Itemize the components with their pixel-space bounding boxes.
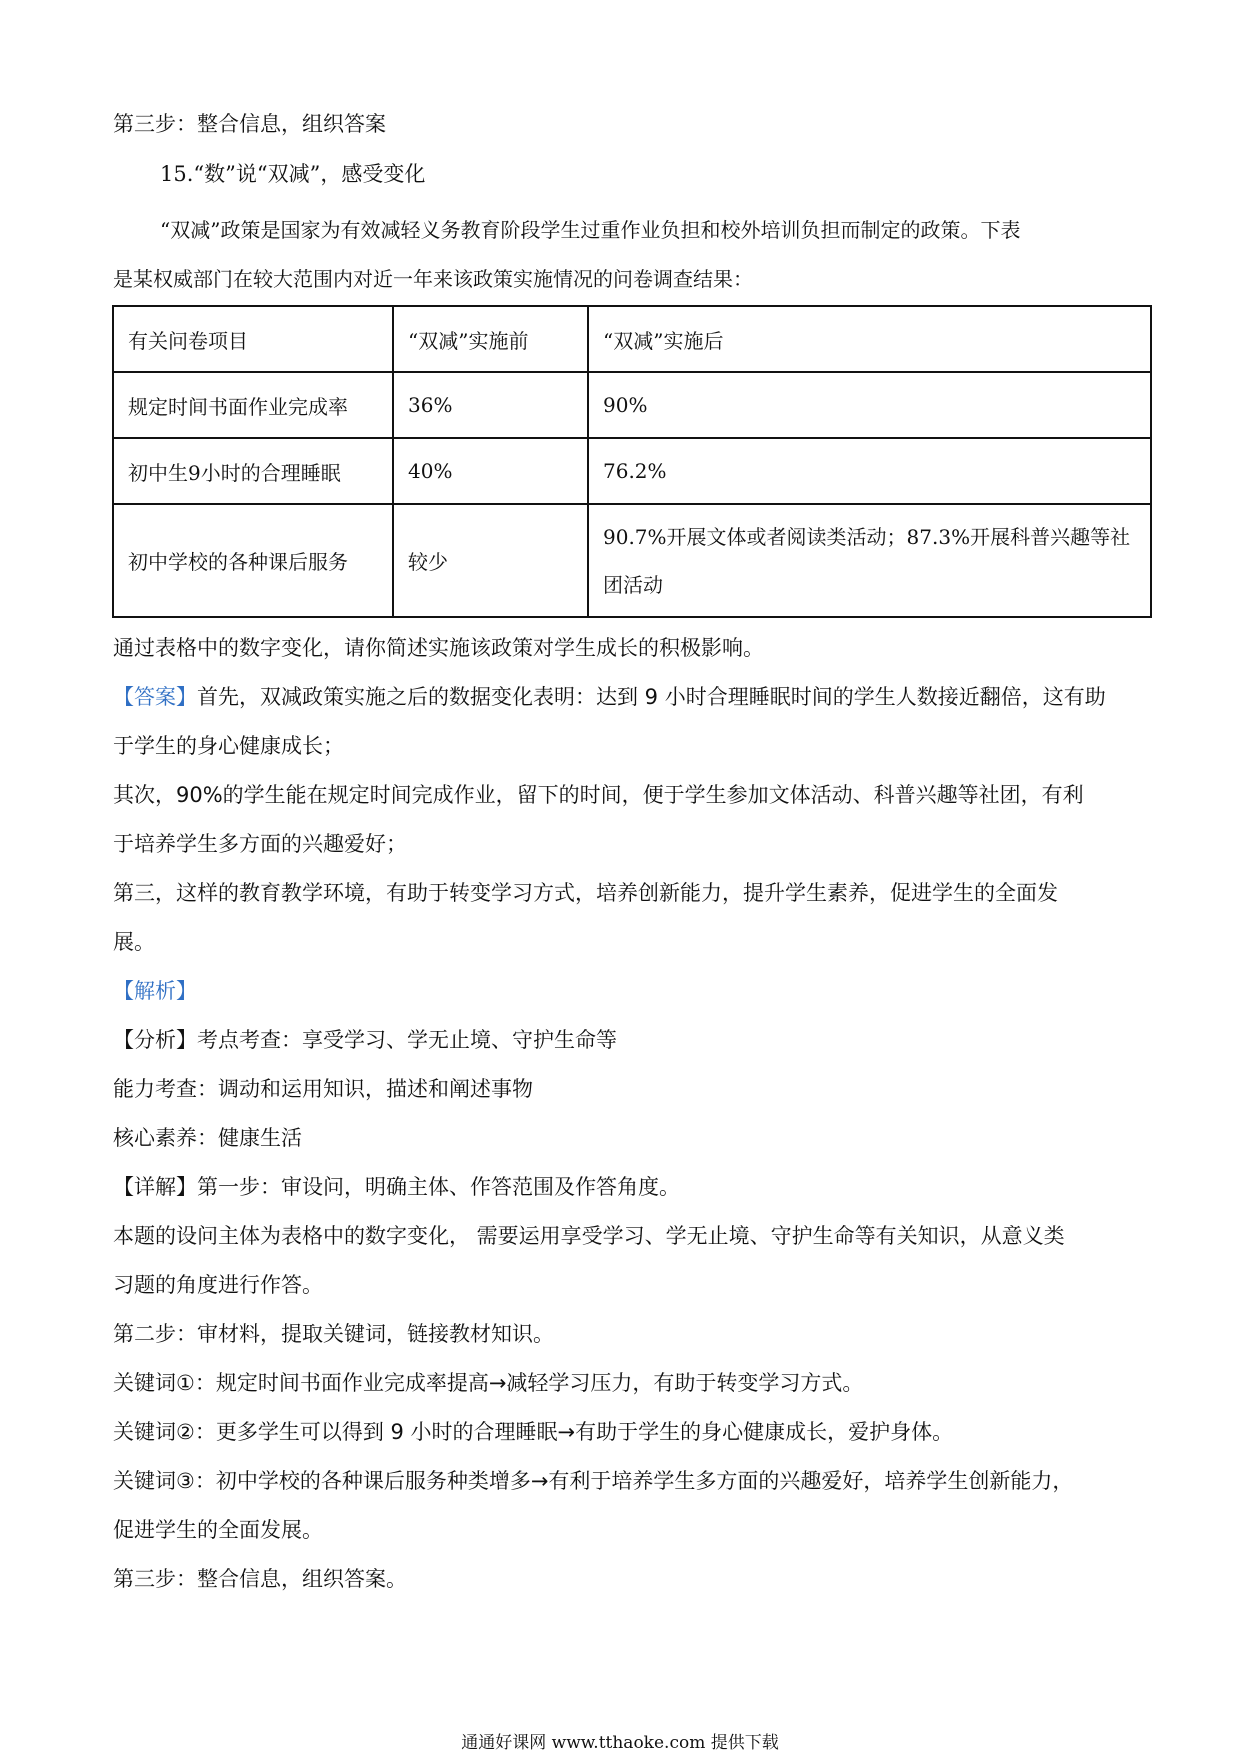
- question-prompt: 通过表格中的数字变化，请你简述实施该政策对学生成长的积极影响。: [113, 636, 764, 660]
- table-header-cell: “双减”实施前: [393, 306, 588, 372]
- step3-text: 第三步：整合信息，组织答案。: [113, 1567, 407, 1591]
- answer-line5: 第三，这样的教育教学环境，有助于转变学习方式，培养创新能力，提升学生素养，促进学生的全面发: [113, 881, 1058, 905]
- answer-text: 首先，双减政策实施之后的数据变化表明：达到 9 小时合理睡眠时间的学生人数接近翻倍，这有助: [197, 685, 1106, 709]
- table-header-row: [113, 306, 1151, 372]
- table-cell: 36%: [393, 372, 588, 438]
- step1-text: 第一步：审设问，明确主体、作答范围及作答角度。: [197, 1175, 680, 1199]
- keyword-3-line1: 关键词③：初中学校的各种课后服务种类增多→有利于培养学生多方面的兴趣爱好，培养学生创新能力，: [113, 1469, 1074, 1493]
- answer-line2: 于学生的身心健康成长；: [113, 734, 344, 758]
- analysis-label: 【解析】: [113, 979, 197, 1003]
- keyword-2: 关键词②：更多学生可以得到 9 小时的合理睡眠→有助于学生的身心健康成长，爱护身体。: [113, 1420, 954, 1444]
- analysis-fenxi: [113, 1016, 1133, 1065]
- table-cell: 90.7%开展文体或者阅读类活动；87.3%开展科普兴趣等社团活动: [588, 504, 1151, 617]
- table-cell: 规定时间书面作业完成率: [113, 372, 393, 438]
- fenxi-text: 考点考查：享受学习、学无止境、守护生命等: [197, 1028, 617, 1052]
- table-cell: 40%: [393, 438, 588, 504]
- question-intro-line2: 是某权威部门在较大范围内对近一年来该政策实施情况的问卷调查结果：: [113, 267, 753, 291]
- step2-text: 第二步：审材料，提取关键词，链接教材知识。: [113, 1322, 554, 1346]
- table-header-cell: “双减”实施后: [588, 306, 1151, 372]
- table-row: [113, 504, 1151, 617]
- table-header-cell: 有关问卷项目: [113, 306, 393, 372]
- keyword-3-line2: 促进学生的全面发展。: [113, 1518, 323, 1542]
- survey-table: [112, 305, 1152, 618]
- table-cell: 初中生9小时的合理睡眠: [113, 438, 393, 504]
- step1-detail-line1: 本题的设问主体为表格中的数字变化， 需要运用享受学习、学无止境、守护生命等有关知识，从意义类: [113, 1224, 1065, 1248]
- answer-line6: 展。: [113, 930, 155, 954]
- analysis-core: 核心素养：健康生活: [113, 1126, 302, 1150]
- answer-line4: 于培养学生多方面的兴趣爱好；: [113, 832, 407, 856]
- question-intro-line1: “双减”政策是国家为有效减轻义务教育阶段学生过重作业负担和校外培训负担而制定的政策。下表: [160, 218, 1021, 242]
- answer-line3: 其次，90%的学生能在规定时间完成作业，留下的时间，便于学生参加文体活动、科普兴趣等社团，有利: [113, 783, 1084, 807]
- table-cell: 初中学校的各种课后服务: [113, 504, 393, 617]
- analysis-ability: 能力考查：调动和运用知识，描述和阐述事物: [113, 1077, 533, 1101]
- answer-label: 【答案】: [113, 685, 197, 709]
- table-cell: 较少: [393, 504, 588, 617]
- keyword-1: 关键词①：规定时间书面作业完成率提高→减轻学习压力，有助于转变学习方式。: [113, 1371, 864, 1395]
- table-cell: 76.2%: [588, 438, 1151, 504]
- table-row: [113, 438, 1151, 504]
- question-title: 15.“数”说“双减”，感受变化: [160, 162, 426, 186]
- footer-text: 通通好课网 www.tthaoke.com 提供下载: [461, 1733, 779, 1753]
- fenxi-label: 【分析】: [113, 1028, 197, 1052]
- answer-line1: [113, 673, 1133, 722]
- table-cell: 90%: [588, 372, 1151, 438]
- step1-detail-line2: 习题的角度进行作答。: [113, 1273, 323, 1297]
- xiangjie-label: 【详解】: [113, 1175, 197, 1199]
- analysis-xiangjie: [113, 1163, 1133, 1212]
- top-step-text: 第三步：整合信息，组织答案: [113, 112, 386, 136]
- table-row: [113, 372, 1151, 438]
